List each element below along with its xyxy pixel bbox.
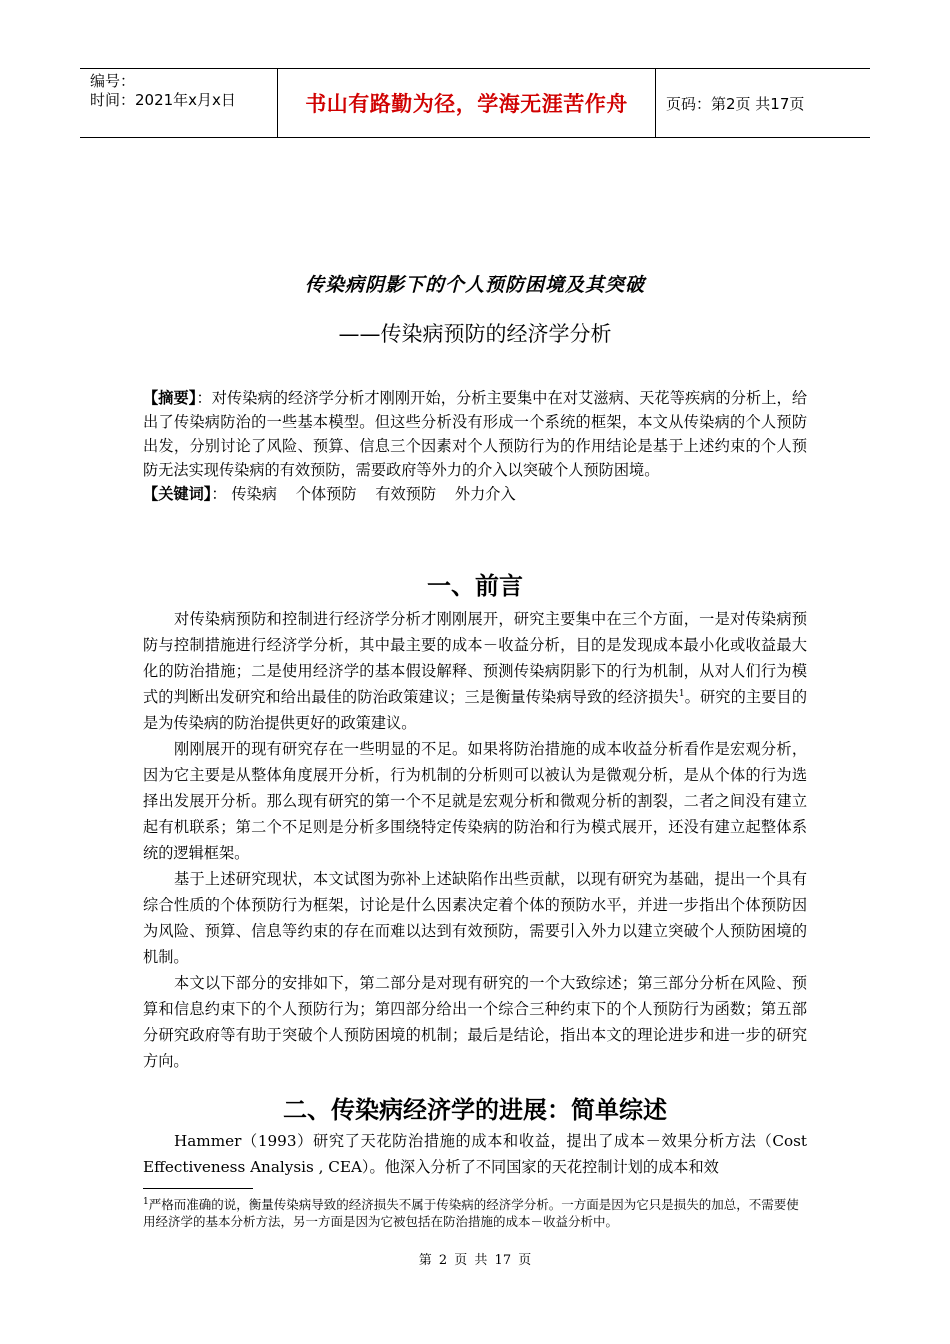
header-meta — [80, 69, 278, 137]
footnote — [143, 1196, 807, 1230]
header-page-number: 页码：第2页 共17页 — [666, 94, 805, 113]
page-header — [80, 68, 870, 138]
keywords-line — [143, 482, 807, 506]
paragraph: 基于上述研究现状，本文试图为弥补上述缺陷作出些贡献，以现有研究为基础，提出一个具有综合性质的个体预防行为框架，讨论是什么因素决定着个体的预防水平，并进一步指出个体预防因为风险、预算、信息等约束的存在而难以达到有效预防，需要引入外力以建立突破个人预防困境的机制。 — [143, 870, 807, 966]
keyword-item: 有效预防 — [375, 485, 437, 503]
keyword-item: 传染病 — [231, 485, 277, 503]
section-review-body — [143, 1128, 807, 1180]
keyword-item: 个体预防 — [295, 485, 357, 503]
header-motto-cell — [278, 69, 656, 137]
paragraph: 本文以下部分的安排如下，第二部分是对现有研究的一个大致综述；第三部分分析在风险、预算和信息约束下的个人预防行为；第四部分给出一个综合三种约束下的个人预防行为函数；第五部分研究政府等有助于突破个人预防困境的机制；最后是结论，指出本文的理论进步和进一步的研究方向。 — [143, 974, 807, 1070]
document-title: 传染病阴影下的个人预防困境及其突破 — [304, 274, 645, 296]
footnote-divider — [143, 1188, 253, 1189]
paragraph-text: 对传染病预防和控制进行经济学分析才刚刚展开，研究主要集中在三个方面，一是对传染病预防与控制措施进行经济学分析，其中最主要的成本－收益分析，目的是发现成本最小化或收益最大化的防治措施；二是使用经济学的基本假设解释、预测传染病阴影下的行为机制，从对人们行为模式的判断出发研究和给出最佳的防治政策建议；三是衡量传染病导致的经济损失 — [143, 610, 807, 706]
abstract-paragraph — [143, 386, 807, 482]
header-motto: 书山有路勤为径，学海无涯苦作舟 — [305, 92, 628, 116]
header-page-info — [656, 69, 870, 137]
abstract-label: 【摘要】 — [143, 389, 197, 407]
header-time: 时间：2021年x月x日 — [90, 91, 236, 109]
paragraph: Hammer（1993）研究了天花防治措施的成本和收益，提出了成本－效果分析方法（Cost Effectiveness Analysis , CEA）。他深入分析了不同国家的天花控制计划的成本和效 — [143, 1132, 807, 1176]
paragraph-text: 。研究的主要目的是为传染病的防治提供更好的政策建议。 — [143, 688, 808, 732]
page-footer: 第 2 页 共 17 页 — [418, 1253, 532, 1268]
paragraph: 刚刚展开的现有研究存在一些明显的不足。如果将防治措施的成本收益分析看作是宏观分析，因为它主要是从整体角度展开分析，行为机制的分析则可以被认为是微观分析，是从个体的行为选择出发展开分析。那么现有研究的第一个不足就是宏观分析和微观分析的割裂，二者之间没有建立起有机联系；第二个不足则是分析多围绕特定传染病的防治和行为模式展开，还没有建立起整体系统的逻辑框架。 — [143, 740, 807, 862]
paragraph — [143, 606, 807, 736]
section-heading-intro: 一、前言 — [427, 571, 523, 600]
footnote-mark: 1 — [143, 1196, 149, 1207]
keywords-colon: ： — [211, 485, 227, 503]
abstract-block — [143, 386, 807, 506]
header-number: 编号： — [90, 72, 136, 90]
keyword-item: 外力介入 — [454, 485, 516, 503]
footnote-ref: 1 — [678, 688, 685, 699]
section-intro-body — [143, 606, 807, 1074]
abstract-text: ：对传染病的经济学分析才刚刚开始，分析主要集中在对艾滋病、天花等疾病的分析上，给出了传染病防治的一些基本模型。但这些分析没有形成一个系统的框架，本文从传染病的个人预防出发，分别讨论了风险、预算、信息三个因素对个人预防行为的作用结论是基于上述约束的个人预防无法实现传染病的有效预防，需要政府等外力的介入以突破个人预防困境。 — [143, 389, 808, 479]
keywords-label: 【关键词】 — [143, 485, 212, 503]
section-heading-review: 二、传染病经济学的进展：简单综述 — [283, 1095, 667, 1124]
footnote-text: 严格而准确的说，衡量传染病导致的经济损失不属于传染病的经济学分析。一方面是因为它只是损失的加总，不需要使用经济学的基本分析方法，另一方面是因为它被包括在防治措施的成本－收益分析中。 — [143, 1197, 799, 1229]
document-subtitle: ——传染病预防的经济学分析 — [338, 322, 612, 346]
